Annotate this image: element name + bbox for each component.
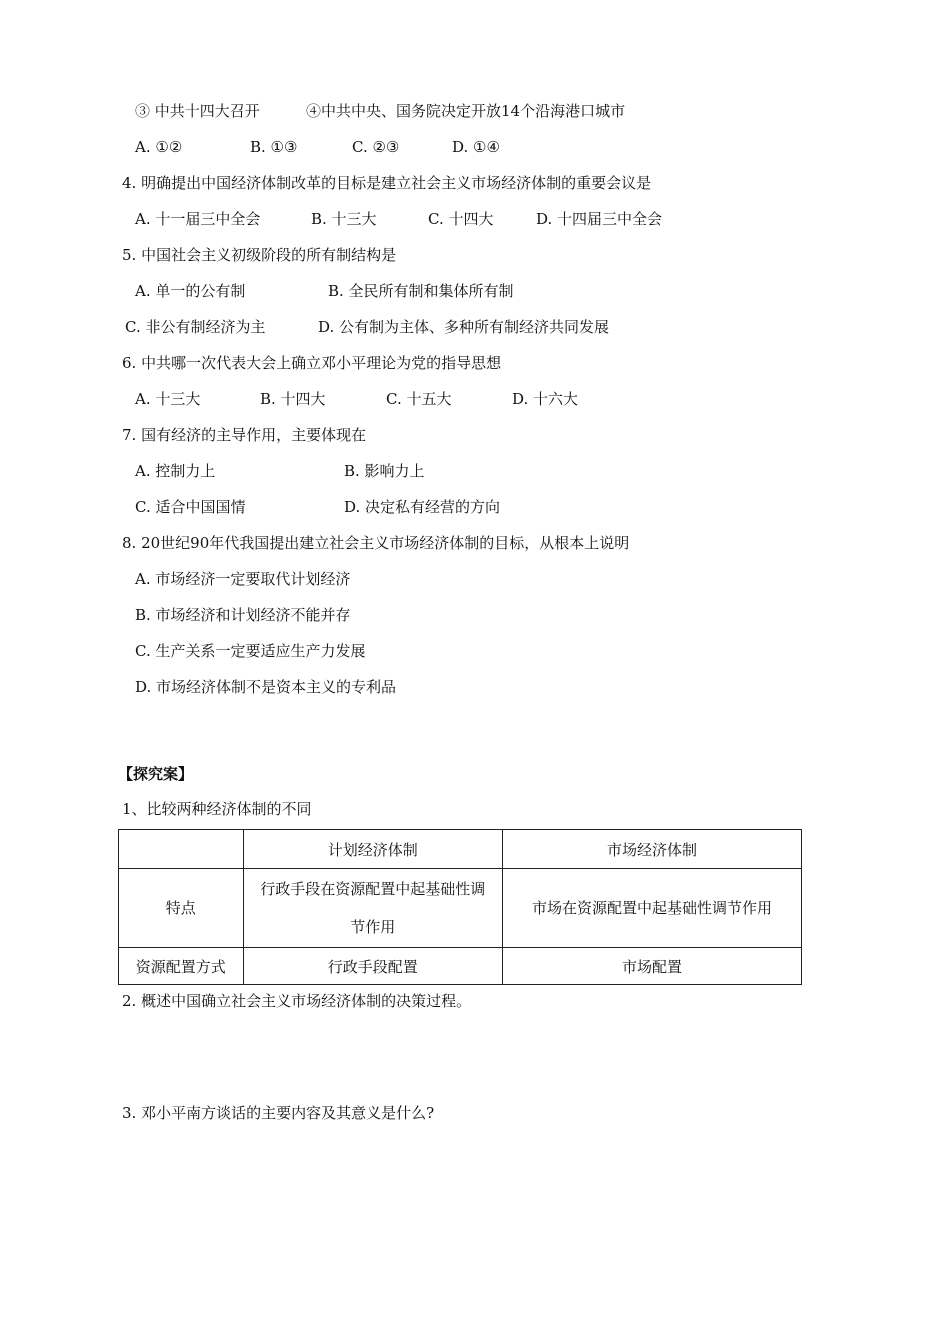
q3-option-b: B. ①③ xyxy=(250,138,298,156)
table-cell-market: 市场配置 xyxy=(503,948,802,985)
q6-option-c: C. 十五大 xyxy=(386,390,452,408)
q6-stem: 6. 中共哪一次代表大会上确立邓小平理论为党的指导思想 xyxy=(122,354,502,372)
q5-option-b: B. 全民所有制和集体所有制 xyxy=(328,282,514,300)
q7-option-c: C. 适合中国国情 xyxy=(135,498,246,516)
table-header-corner xyxy=(119,830,244,869)
q8-option-c: C. 生产关系一定要适应生产力发展 xyxy=(135,642,366,660)
q5-option-d: D. 公有制为主体、多种所有制经济共同发展 xyxy=(318,318,610,336)
inquiry-q2: 2. 概述中国确立社会主义市场经济体制的决策过程。 xyxy=(122,992,472,1010)
q7-stem: 7. 国有经济的主导作用，主要体现在 xyxy=(122,426,367,444)
table-row xyxy=(119,948,802,985)
q8-option-d: D. 市场经济体制不是资本主义的专利品 xyxy=(135,678,397,696)
q4-stem: 4. 明确提出中国经济体制改革的目标是建立社会主义市场经济体制的重要会议是 xyxy=(122,174,652,192)
q7-option-a: A. 控制力上 xyxy=(135,462,216,480)
q4-option-a: A. 十一届三中全会 xyxy=(135,210,261,228)
q7-option-b: B. 影响力上 xyxy=(344,462,425,480)
q6-option-d: D. 十六大 xyxy=(512,390,579,408)
q6-option-a: A. 十三大 xyxy=(135,390,201,408)
table-header-market: 市场经济体制 xyxy=(503,830,802,869)
table-header-row xyxy=(119,830,802,869)
q4-option-b: B. 十三大 xyxy=(311,210,377,228)
table-cell-planned: 行政手段在资源配置中起基础性调节作用 xyxy=(243,869,502,948)
inquiry-q3: 3. 邓小平南方谈话的主要内容及其意义是什么? xyxy=(122,1104,435,1122)
q8-stem: 8. 20世纪90年代我国提出建立社会主义市场经济体制的目标，从根本上说明 xyxy=(122,534,630,552)
table-row-label: 特点 xyxy=(119,869,244,948)
q3-option-a: A. ①② xyxy=(135,138,183,156)
table-cell-planned: 行政手段配置 xyxy=(243,948,502,985)
table-cell-market: 市场在资源配置中起基础性调节作用 xyxy=(503,869,802,948)
q3-option-d: D. ①④ xyxy=(452,138,500,156)
table-header-planned: 计划经济体制 xyxy=(243,830,502,869)
q8-option-a: A. 市场经济一定要取代计划经济 xyxy=(135,570,351,588)
q5-option-a: A. 单一的公有制 xyxy=(135,282,246,300)
q5-option-c: C. 非公有制经济为主 xyxy=(125,318,266,336)
q4-option-c: C. 十四大 xyxy=(428,210,494,228)
q3-item-4: ④中共中央、国务院决定开放14个沿海港口城市 xyxy=(306,102,626,120)
inquiry-q1: 1、比较两种经济体制的不同 xyxy=(122,800,312,818)
table-row xyxy=(119,869,802,948)
comparison-table xyxy=(118,829,802,985)
inquiry-heading: 【探究案】 xyxy=(118,765,194,783)
q5-stem: 5. 中国社会主义初级阶段的所有制结构是 xyxy=(122,246,397,264)
q4-option-d: D. 十四届三中全会 xyxy=(536,210,663,228)
q3-item-3: ③ 中共十四大召开 xyxy=(135,102,260,120)
q6-option-b: B. 十四大 xyxy=(260,390,326,408)
q3-option-c: C. ②③ xyxy=(352,138,400,156)
table-row-label: 资源配置方式 xyxy=(119,948,244,985)
q7-option-d: D. 决定私有经营的方向 xyxy=(344,498,501,516)
q8-option-b: B. 市场经济和计划经济不能并存 xyxy=(135,606,351,624)
